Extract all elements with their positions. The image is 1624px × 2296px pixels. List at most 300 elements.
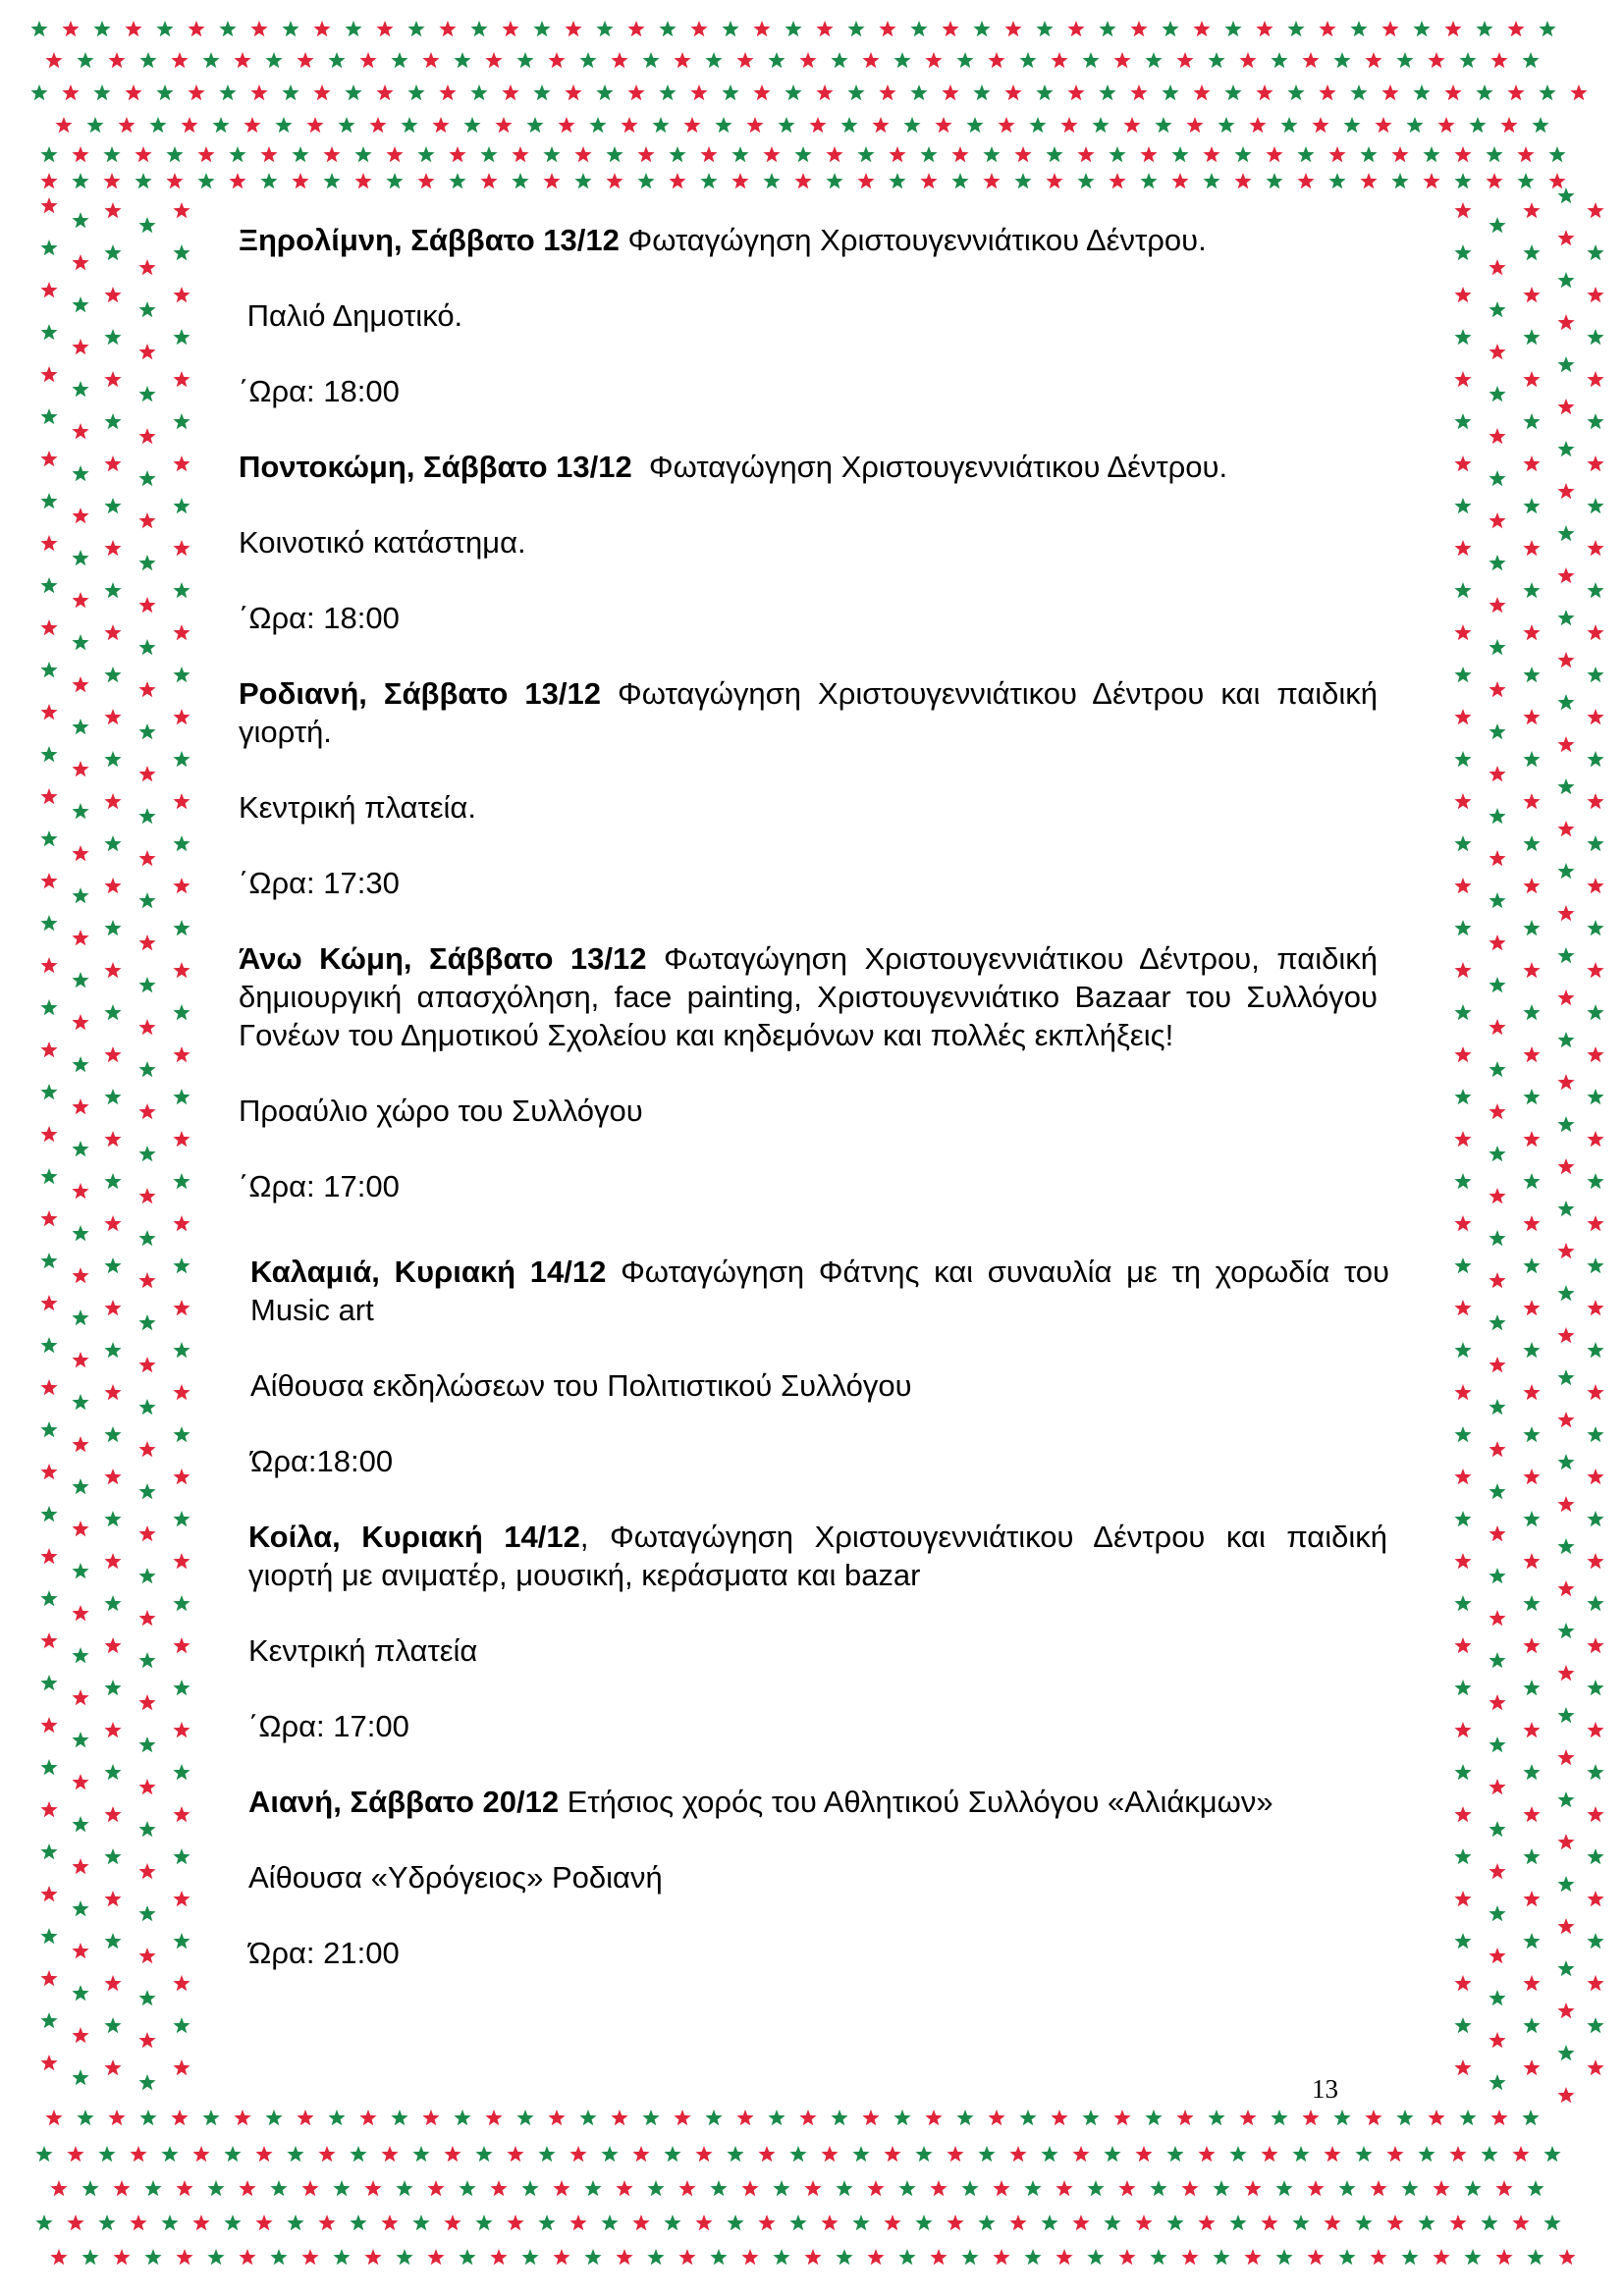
star-icon [1396,2109,1413,2125]
star-icon [652,117,669,133]
star-icon [207,2180,224,2196]
star-icon [40,1084,57,1099]
event-description: Φωταγώγηση Χριστουγεννιάτικου Δέντρου, παιδική δημιουργική απασχόληση, face painting, Χριστουγεννιάτικο Bazaar του Συλλόγου Γονέων του Δημοτικού Σχολείου και κηδεμόνων και πολλές εκπλήξεις! [239,941,1378,1052]
star-icon [40,146,57,162]
star-icon [427,2180,444,2196]
star-icon [40,535,57,551]
star-icon [1557,694,1574,710]
star-icon [138,1061,155,1077]
star-icon [1319,84,1335,100]
star-icon [149,117,166,133]
star-icon [1413,84,1430,100]
star-icon [1523,1806,1540,1822]
star-icon [768,2109,785,2125]
star-icon [1557,736,1574,752]
star-icon [173,1342,189,1358]
star-icon [1557,1538,1574,1554]
star-icon [77,2109,93,2125]
star-icon [72,2069,88,2085]
star-icon [173,1511,189,1526]
star-icon [1046,146,1062,162]
star-icon [606,146,623,162]
star-icon [1328,173,1345,188]
star-icon [104,1342,121,1358]
star-icon [40,788,57,804]
star-icon [1481,2215,1497,2230]
star-icon [1333,52,1350,68]
star-icon [1557,989,1574,1005]
star-icon [674,52,690,68]
star-icon [72,1858,88,1874]
star-icon [799,52,816,68]
star-icon [1587,2059,1603,2075]
star-icon [731,173,748,188]
star-icon [173,455,189,471]
star-icon [1454,1173,1471,1189]
star-icon [1454,202,1471,218]
star-icon [108,2109,125,2125]
star-icon [171,2109,188,2125]
star-icon [40,1843,57,1859]
star-icon [156,84,173,100]
star-icon [1208,2109,1224,2125]
star-icon [40,1801,57,1817]
star-icon [1522,52,1539,68]
star-icon [753,21,770,36]
star-icon [1469,117,1486,133]
star-icon [1523,624,1540,640]
star-icon [1557,1918,1574,1934]
star-icon [1056,2180,1072,2196]
star-icon [173,1173,189,1189]
star-icon [1527,2249,1543,2265]
star-icon [1239,52,1256,68]
event-time: ΄Ωρα: 17:00 [239,1169,400,1203]
star-icon [173,667,189,682]
star-icon [1024,2249,1041,2265]
star-icon [1523,878,1540,893]
star-icon [1557,1243,1574,1258]
star-icon [1109,146,1125,162]
star-icon [1476,84,1492,100]
star-icon [40,1379,57,1395]
star-icon [173,2017,189,2033]
star-icon [710,2180,727,2196]
star-icon [1213,2249,1229,2265]
star-icon [920,173,937,188]
star-icon [1360,173,1377,188]
star-icon [104,1595,121,1611]
star-icon [884,2215,900,2230]
star-icon [1118,2180,1135,2196]
star-icon [1539,84,1555,100]
star-icon [98,2146,115,2162]
star-icon [104,244,121,260]
star-icon [983,146,1000,162]
star-icon [596,84,613,100]
star-icon [485,52,502,68]
star-icon [889,173,905,188]
star-icon [1523,1468,1540,1484]
star-icon [1051,2109,1067,2125]
star-icon [202,52,219,68]
star-icon [104,1891,121,1906]
star-icon [40,1759,57,1775]
star-icon [173,1089,189,1104]
star-icon [1557,230,1574,245]
star-icon [1287,21,1304,36]
star-icon [138,723,155,739]
star-icon [1486,146,1502,162]
star-icon [1548,146,1565,162]
star-icon [176,2249,192,2265]
star-icon [1587,1806,1603,1822]
star-icon [664,2215,680,2230]
star-icon [104,1553,121,1569]
event-place: Παλιό Δημοτικό. [239,298,463,333]
star-icon [306,117,323,133]
star-icon [903,117,920,133]
star-icon [1539,21,1555,36]
star-icon [695,2215,712,2230]
star-icon [1009,2146,1026,2162]
star-icon [1391,146,1408,162]
star-icon [1557,1707,1574,1723]
star-icon [1523,709,1540,724]
star-icon [224,2146,241,2162]
star-icon [1135,2146,1152,2162]
star-icon [1489,1188,1505,1203]
star-icon [1523,540,1540,556]
star-icon [1454,1975,1471,1991]
star-icon [1489,1652,1505,1668]
star-icon [741,2180,758,2196]
event-entry [239,674,1378,939]
star-icon [1557,905,1574,921]
star-icon [480,146,497,162]
star-icon [947,2215,963,2230]
star-icon [1275,2249,1292,2265]
star-icon [104,455,121,471]
star-icon [647,2249,664,2265]
star-icon [224,2215,241,2230]
star-icon [495,117,512,133]
star-icon [427,2249,444,2265]
star-icon [1489,723,1505,739]
star-icon [265,52,282,68]
star-icon [72,1605,88,1621]
star-icon [301,2249,318,2265]
star-icon [459,2180,475,2196]
star-icon [1489,977,1505,992]
star-icon [173,1891,189,1906]
star-icon [181,117,197,133]
star-icon [966,117,983,133]
star-icon [785,21,801,36]
star-icon [1523,1764,1540,1780]
star-icon [1558,2249,1575,2265]
star-icon [1454,371,1471,387]
star-icon [138,1610,155,1626]
star-icon [345,84,361,100]
star-icon [323,173,340,188]
star-icon [1489,766,1505,781]
star-icon [1523,1131,1540,1147]
star-icon [1557,2045,1574,2060]
star-icon [1587,624,1603,640]
star-icon [1423,146,1439,162]
star-icon [678,2180,695,2196]
star-icon [1587,244,1603,260]
star-icon [188,84,204,100]
star-icon [104,2059,121,2075]
star-icon [852,2215,869,2230]
star-icon [947,2146,963,2162]
star-icon [104,962,121,978]
star-icon [1464,2180,1481,2196]
star-icon [1046,173,1062,188]
star-icon [1307,2180,1324,2196]
star-icon [138,1188,155,1203]
star-icon [746,117,763,133]
star-icon [350,2215,366,2230]
star-icon [173,920,189,935]
star-icon [1489,512,1505,528]
event-entry [239,221,1378,448]
star-icon [1036,84,1053,100]
star-icon [138,1314,155,1330]
star-icon [1489,259,1505,275]
star-icon [847,84,864,100]
star-icon [1041,2215,1057,2230]
star-icon [72,1816,88,1832]
star-icon [1523,1257,1540,1273]
star-icon [173,244,189,260]
star-icon [287,2215,303,2230]
star-icon [1444,21,1461,36]
star-icon [104,1511,121,1526]
star-icon [30,21,47,36]
star-icon [893,2109,910,2125]
star-icon [715,117,731,133]
star-icon [104,1848,121,1864]
star-icon [690,84,707,100]
star-icon [857,146,874,162]
star-icon [831,2109,847,2125]
star-icon [669,173,685,188]
star-icon [731,146,748,162]
star-icon [40,1632,57,1648]
star-icon [978,2146,995,2162]
star-icon [1512,2146,1529,2162]
star-icon [176,2180,192,2196]
star-icon [104,1384,121,1400]
star-icon [565,84,581,100]
star-icon [1130,21,1147,36]
star-icon [1375,117,1391,133]
star-icon [130,2146,146,2162]
star-icon [1350,21,1367,36]
star-icon [1523,1975,1540,1991]
star-icon [1135,2215,1152,2230]
star-icon [77,52,93,68]
star-icon [1113,52,1130,68]
star-icon [1489,1314,1505,1330]
star-icon [138,1272,155,1288]
star-icon [879,84,895,100]
star-icon [270,2249,287,2265]
star-icon [72,1309,88,1325]
star-icon [318,2215,335,2230]
star-icon [1418,2146,1435,2162]
star-icon [173,1680,189,1695]
star-icon [1433,2249,1449,2265]
star-icon [72,972,88,988]
star-icon [637,146,654,162]
star-icon [558,117,574,133]
star-icon [202,2109,219,2125]
star-icon [144,2249,161,2265]
star-icon [72,634,88,650]
star-icon [45,2109,62,2125]
star-icon [444,2146,460,2162]
star-icon [138,597,155,613]
star-icon [1181,2180,1198,2196]
star-icon [72,719,88,734]
star-icon [135,146,151,162]
star-icon [1489,555,1505,570]
star-icon [1489,639,1505,655]
star-icon [1401,2180,1418,2196]
star-icon [333,2180,350,2196]
star-icon [884,2146,900,2162]
star-icon [40,1168,57,1184]
star-icon [1386,2146,1403,2162]
star-icon [1234,173,1251,188]
star-icon [543,173,560,188]
star-icon [601,2215,618,2230]
star-icon [700,173,717,188]
star-icon [1557,1327,1574,1343]
star-icon [1523,1722,1540,1737]
star-icon [359,52,376,68]
star-icon [287,2146,303,2162]
star-icon [282,21,298,36]
star-icon [138,639,155,655]
star-icon [763,146,780,162]
star-icon [804,2180,821,2196]
star-icon [104,1722,121,1737]
star-icon [250,21,267,36]
star-icon [40,1041,57,1057]
star-icon [1261,2146,1277,2162]
star-icon [1464,2249,1481,2265]
star-icon [521,2180,538,2196]
star-icon [1543,2146,1560,2162]
star-icon [705,52,722,68]
star-icon [695,2146,712,2162]
star-icon [548,52,565,68]
star-icon [879,21,895,36]
star-icon [1406,117,1423,133]
star-icon [1489,850,1505,866]
star-icon [852,2146,869,2162]
star-icon [113,2180,130,2196]
star-icon [1489,1357,1505,1372]
star-icon [778,117,794,133]
star-icon [1162,21,1178,36]
star-icon [526,117,543,133]
star-icon [1517,146,1534,162]
star-icon [1099,21,1115,36]
star-icon [103,173,120,188]
star-icon [40,2012,57,2028]
star-icon [1370,2180,1386,2196]
star-icon [104,202,121,218]
star-icon [104,329,121,345]
star-icon [1292,2215,1309,2230]
star-icon [234,52,250,68]
star-icon [173,1004,189,1020]
star-icon [313,21,330,36]
star-icon [1587,455,1603,471]
star-icon [173,498,189,513]
star-icon [930,2249,947,2265]
star-icon [30,84,47,100]
star-icon [1355,2215,1372,2230]
star-icon [1489,217,1505,233]
star-icon [1523,287,1540,302]
star-icon [642,2109,659,2125]
star-icon [1557,1749,1574,1765]
star-icon [1087,2180,1104,2196]
star-icon [138,344,155,359]
event-time: Ώρα:18:00 [250,1444,394,1478]
star-icon [621,117,637,133]
star-icon [700,146,717,162]
star-icon [1454,413,1471,429]
star-icon [138,470,155,486]
star-icon [422,52,439,68]
star-icon [1454,498,1471,513]
star-icon [138,681,155,697]
star-icon [1171,173,1188,188]
star-icon [1557,1369,1574,1385]
star-icon [1557,441,1574,456]
star-icon [1557,483,1574,499]
star-icon [138,808,155,824]
star-icon [826,146,842,162]
star-icon [72,1056,88,1072]
star-icon [799,2109,816,2125]
star-icon [1587,1553,1603,1569]
star-icon [1532,117,1548,133]
star-icon [104,624,121,640]
star-icon [72,1774,88,1789]
star-icon [212,117,229,133]
star-icon [173,1046,189,1062]
star-icon [1060,117,1077,133]
star-icon [1489,1019,1505,1035]
star-icon [138,386,155,401]
star-icon [1271,52,1287,68]
star-icon [1454,962,1471,978]
star-icon [1004,84,1021,100]
star-icon [1587,1848,1603,1864]
star-icon [1486,173,1502,188]
star-icon [1557,1876,1574,1892]
star-icon [857,173,874,188]
